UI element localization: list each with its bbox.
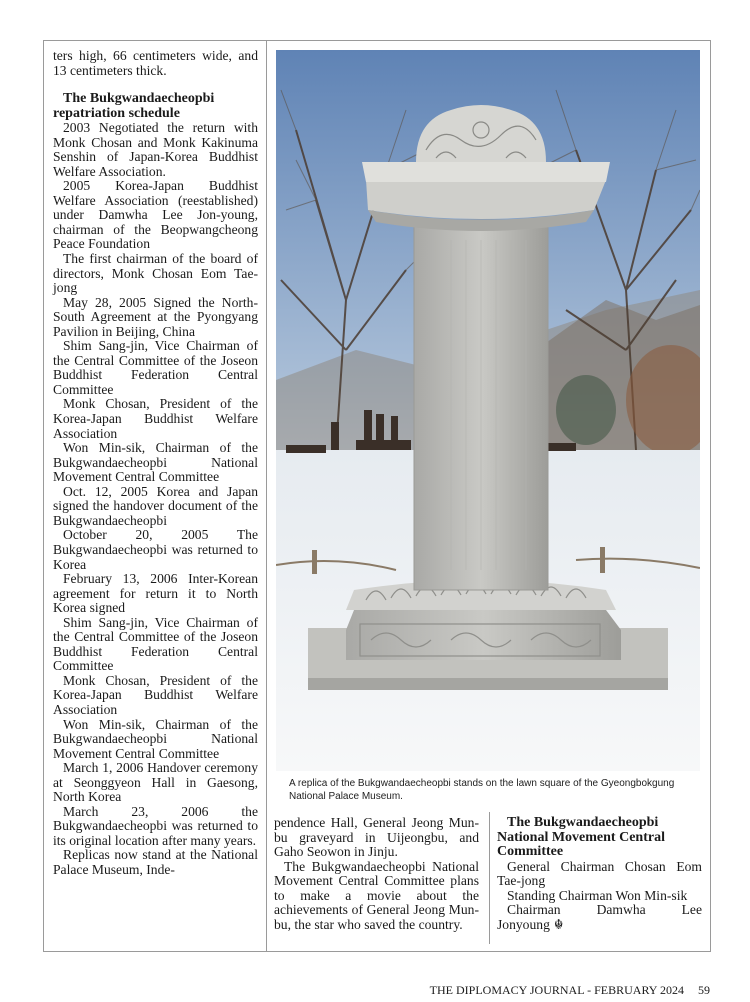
paragraph-text: Oct. 12, 2005 Korea and Japan signed the handover document of the Bukgwandaecheopbi: [53, 483, 258, 528]
paragraph: [53, 616, 258, 674]
paragraph: [497, 889, 702, 904]
photo-caption: A replica of the Bukgwandaecheopbi stands on the lawn square of the Gyeongbokgung National Palace Museum.: [289, 778, 675, 802]
paragraph: [53, 718, 258, 762]
paragraph-text: Replicas now stand at the National Palace Museum, Inde-: [53, 847, 258, 877]
paragraph-text: February 13, 2006 Inter-Korean agreement for return it to North Korea signed: [53, 571, 258, 616]
paragraph-text: Won Min-sik, Chairman of the Bukgwandaecheopbi National Movement Central Committee: [53, 440, 258, 485]
movie-plan-text: The Bukgwandaecheopbi National Movement Central Committee plans to make a movie about the achievements of General Jeong Mun-bu, the star who saved the country.: [274, 858, 479, 932]
paragraph-text: The first chairman of the board of directors, Monk Chosan Eom Tae-jong: [53, 251, 258, 296]
paragraph-text: Chairman Damwha Lee Jonyoung: [497, 902, 702, 932]
paragraph-text: Won Min-sik, Chairman of the Bukgwandaecheopbi National Movement Central Committee: [53, 716, 258, 761]
paragraph: [497, 860, 702, 889]
paragraph-text: May 28, 2005 Signed the North-South Agreement at the Pyongyang Pavilion in Beijing, China: [53, 294, 258, 339]
paragraph: [53, 674, 258, 718]
end-mark-icon: ☬: [553, 916, 564, 932]
monument-illustration: [276, 50, 700, 771]
schedule-heading: The Bukgwandaecheopbi repatriation schedule: [53, 91, 215, 121]
paragraph-text: March 1, 2006 Handover ceremony at Seonggyeon Hall in Gaesong, North Korea: [53, 760, 258, 805]
paragraph: [53, 485, 258, 529]
paragraph-text: Monk Chosan, President of the Korea-Japan Buddhist Welfare Association: [53, 396, 258, 441]
paragraph: [53, 441, 258, 485]
paragraph-text: 2005 Korea-Japan Buddhist Welfare Association (reestablished) under Damwha Lee Jon-young, chairman of the Beopwangcheong Peace Foundation: [53, 178, 258, 252]
paragraph: [53, 339, 258, 397]
paragraph-text: Shim Sang-jin, Vice Chairman of the Central Committee of the Joseon Buddhist Federation Central Committee: [53, 338, 258, 397]
article-column-1: [53, 49, 258, 878]
committee-heading: The Bukgwandaecheopbi National Movement Central Committee: [497, 815, 665, 859]
paragraph: [497, 903, 702, 932]
paragraph-text: October 20, 2005 The Bukgwandaecheopbi was returned to Korea: [53, 527, 258, 572]
paragraph: [53, 121, 258, 179]
paragraph: [53, 761, 258, 805]
paragraph: [53, 179, 258, 252]
column-divider-right: [489, 812, 490, 944]
paragraph-text: Shim Sang-jin, Vice Chairman of the Central Committee of the Joseon Buddhist Federation Central Committee: [53, 614, 258, 674]
paragraph-text: March 23, 2006 the Bukgwandaecheopbi was returned to its original location after many years.: [53, 803, 258, 848]
paragraph: [53, 805, 258, 849]
monument-photo: [276, 50, 700, 771]
page-footer: [430, 983, 710, 998]
paragraph: [53, 528, 258, 572]
paragraph-text: Monk Chosan, President of the Korea-Japan Buddhist Welfare Association: [53, 672, 258, 717]
schedule-list: [53, 121, 258, 877]
paragraph: [53, 252, 258, 296]
intro-text: ters high, 66 centimeters wide, and 13 centimeters thick.: [53, 48, 258, 78]
paragraph: [53, 397, 258, 441]
column-divider-left: [266, 41, 267, 951]
article-column-2: [274, 816, 479, 932]
paragraph: [53, 572, 258, 616]
publication-name: THE DIPLOMACY JOURNAL - FEBRUARY 2024: [429, 983, 684, 997]
committee-members: [497, 860, 702, 933]
page-number: 59: [698, 983, 710, 997]
paragraph: [53, 848, 258, 877]
continuation-text: pendence Hall, General Jeong Mun-bu graveyard in Uijeongbu, and Gaho Seowon in Jinju.: [274, 815, 479, 860]
paragraph-text: Standing Chairman Won Min-sik: [507, 887, 688, 903]
paragraph-text: 2003 Negotiated the return with Monk Chosan and Monk Kakinuma Senshin of Japan-Korea Buddhist Welfare Association.: [53, 120, 258, 179]
article-column-3: [497, 816, 702, 932]
paragraph-text: General Chairman Chosan Eom Tae-jong: [497, 858, 702, 889]
paragraph: [53, 296, 258, 340]
